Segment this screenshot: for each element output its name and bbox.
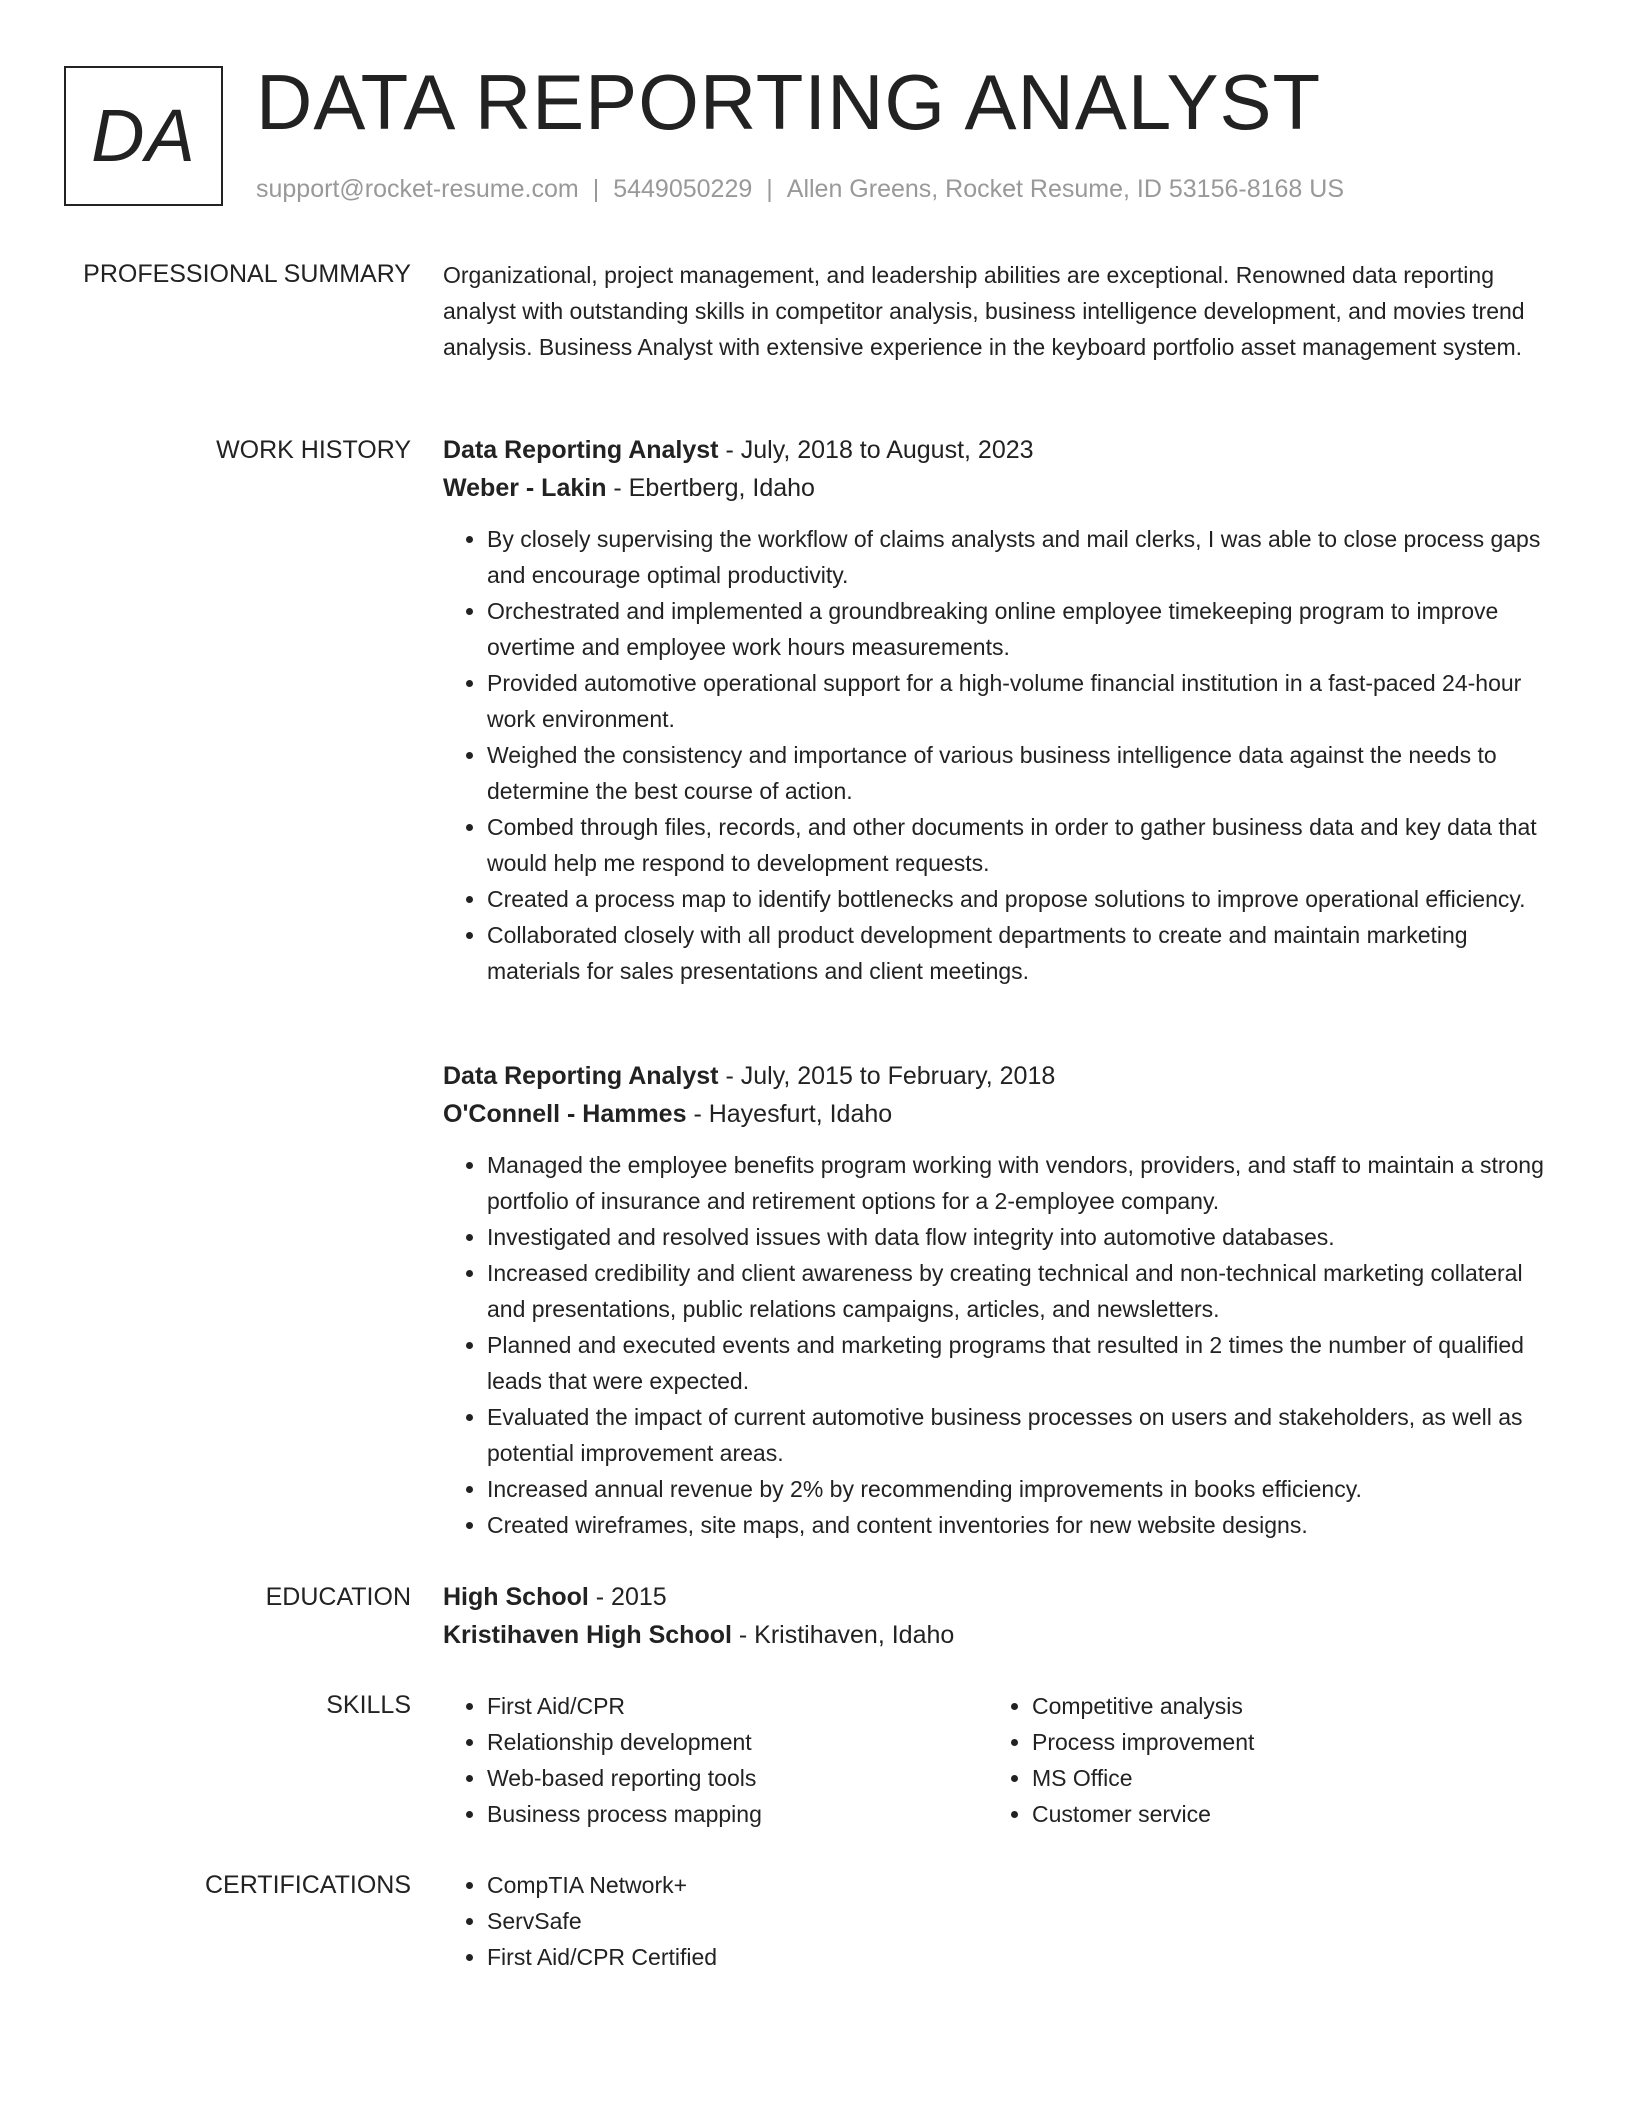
section-label-work-history: WORK HISTORY: [216, 436, 411, 464]
summary-text: Organizational, project management, and leadership abilities are exceptional. Renowned data reporting analyst with outstanding skills in competitor analysis, business intelligence development, and movies trend analysis. Business Analyst with extensive experience in the keyboard portfolio asset management system.: [443, 262, 1525, 360]
job-dates: - July, 2018 to August, 2023: [718, 436, 1034, 464]
job-bullet: • Weighed the consistency and importance of various business intelligence data against the needs to determine the best course of action.: [487, 737, 1558, 809]
job-bullet: • Managed the employee benefits program working with vendors, providers, and staff to maintain a strong portfolio of insurance and retirement options for a 2-employee company.: [487, 1147, 1558, 1219]
skills-list: [443, 1688, 988, 1832]
skills-column-right: [988, 1688, 1533, 1832]
job-location: - Ebertberg, Idaho: [606, 474, 815, 502]
section-label-education: EDUCATION: [265, 1583, 411, 1611]
education-entry: [443, 1578, 1558, 1654]
job-bullet: • Increased credibility and client awareness by creating technical and non-technical marketing collateral and presentations, public relations campaigns, articles, and newsletters.: [487, 1255, 1558, 1327]
job-location: - Hayesfurt, Idaho: [686, 1100, 893, 1128]
job-bullet: • By closely supervising the workflow of claims analysts and mail clerks, I was able to close process gaps and encourage optimal productivity.: [487, 521, 1558, 593]
job-bullet: • Provided automotive operational support for a high-volume financial institution in a fast-paced 24-hour work environment.: [487, 665, 1558, 737]
job-title-line: [443, 431, 1558, 469]
contact-line: [256, 172, 1344, 206]
contact-address: Allen Greens, Rocket Resume, ID 53156-8168 US: [786, 175, 1344, 203]
skill-item: • Customer service: [1032, 1796, 1533, 1832]
certification-item: • First Aid/CPR Certified: [487, 1939, 1558, 1975]
section-label-summary: PROFESSIONAL SUMMARY: [83, 260, 411, 288]
job-title: Data Reporting Analyst: [443, 436, 719, 464]
contact-separator: |: [592, 175, 600, 203]
job-bullet: • Increased annual revenue by 2% by recommending improvements in books efficiency.: [487, 1471, 1558, 1507]
section-label-certifications: CERTIFICATIONS: [204, 1871, 411, 1899]
skills-columns: [443, 1688, 1558, 1832]
section-label-skills: SKILLS: [326, 1691, 411, 1719]
monogram-initials: DA: [91, 94, 196, 177]
job-bullet: • Created a process map to identify bottlenecks and propose solutions to improve operational efficiency.: [487, 881, 1558, 917]
job-bullet: • Evaluated the impact of current automotive business processes on users and stakeholders, as well as potential improvement areas.: [487, 1399, 1558, 1471]
skills-column-left: [443, 1688, 988, 1832]
job-company: O'Connell - Hammes: [443, 1100, 687, 1128]
contact-email: support@rocket-resume.com: [256, 175, 579, 203]
education-school-line: [443, 1616, 1558, 1654]
job-bullet: • Combed through files, records, and other documents in order to gather business data and key data that would help me respond to development requests.: [487, 809, 1558, 881]
certifications-list: [443, 1867, 1558, 1975]
certifications-section: [443, 1867, 1558, 1975]
contact-phone: 5449050229: [613, 175, 753, 203]
job-entry: [443, 1057, 1558, 1543]
job-company-line: [443, 469, 1558, 507]
job-title: Data Reporting Analyst: [443, 1062, 719, 1090]
job-bullets: [443, 1147, 1558, 1543]
job-bullet: • Planned and executed events and marketing programs that resulted in 2 times the number of qualified leads that were expected.: [487, 1327, 1558, 1399]
contact-separator: |: [766, 175, 773, 203]
job-bullets: [443, 521, 1558, 989]
summary-section: [443, 257, 1558, 365]
job-bullet: • Collaborated closely with all product development departments to create and maintain marketing materials for sales presentations and client meetings.: [487, 917, 1558, 989]
job-company-line: [443, 1095, 1558, 1133]
skill-item: • Competitive analysis: [1032, 1688, 1533, 1724]
education-location: - Kristihaven, Idaho: [731, 1621, 955, 1649]
education-school: Kristihaven High School: [443, 1621, 732, 1649]
skills-list: [988, 1688, 1533, 1832]
job-bullet: • Orchestrated and implemented a groundbreaking online employee timekeeping program to improve overtime and employee work hours measurements.: [487, 593, 1558, 665]
skill-item: • MS Office: [1032, 1760, 1533, 1796]
job-title-line: [443, 1057, 1558, 1095]
monogram-box: [64, 66, 223, 206]
skill-item: • First Aid/CPR: [487, 1688, 988, 1724]
certification-item: • ServSafe: [487, 1903, 1558, 1939]
skill-item: • Web-based reporting tools: [487, 1760, 988, 1796]
skill-item: • Process improvement: [1032, 1724, 1533, 1760]
education-year: - 2015: [588, 1583, 667, 1611]
job-bullet: • Investigated and resolved issues with data flow integrity into automotive databases.: [487, 1219, 1558, 1255]
job-dates: - July, 2015 to February, 2018: [718, 1062, 1056, 1090]
skills-section: [443, 1688, 1558, 1832]
skill-item: • Business process mapping: [487, 1796, 988, 1832]
education-degree-line: [443, 1578, 1558, 1616]
skill-item: • Relationship development: [487, 1724, 988, 1760]
job-bullet: • Created wireframes, site maps, and content inventories for new website designs.: [487, 1507, 1558, 1543]
job-company: Weber - Lakin: [443, 474, 607, 502]
job-entry: [443, 431, 1558, 989]
certification-item: • CompTIA Network+: [487, 1867, 1558, 1903]
education-degree: High School: [443, 1583, 589, 1611]
resume-title: DATA REPORTING ANALYST: [256, 58, 1322, 146]
